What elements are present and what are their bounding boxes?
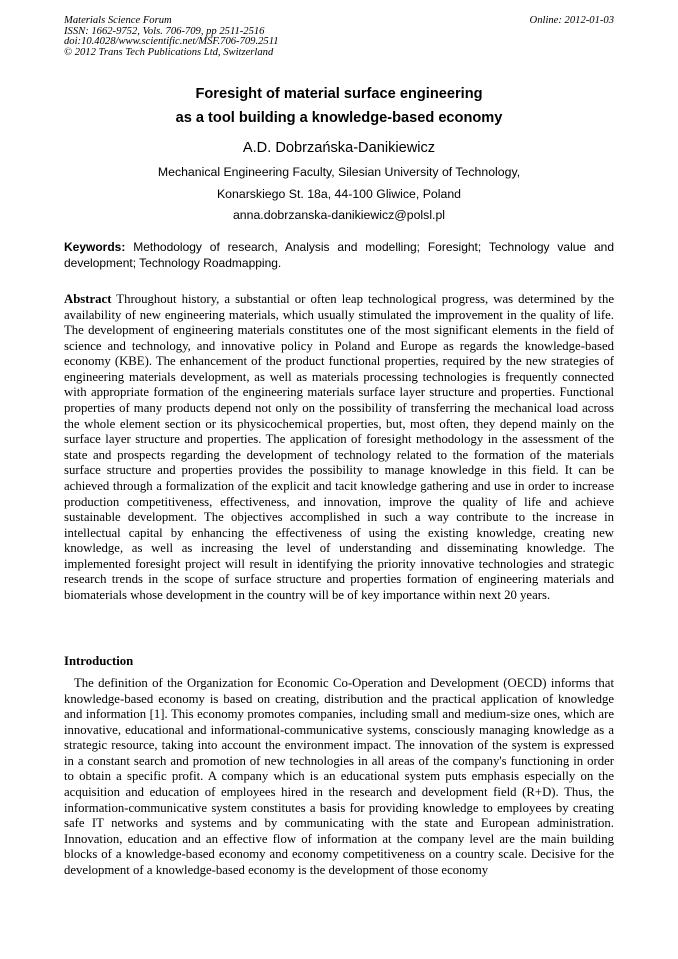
- abstract-text: Throughout history, a substantial or often leap technological progress, was determined by the availability of new engineering materials, which usually stimulated the improvement in the quality of life. The development of engineering materials constitutes one of the most significant elements in the field of science and technology, and innovative policy in Poland and Europe as regards the knowledge-based economy (KBE). The enhancement of the product functional properties, required by the new strategies of engineering materials development, as well as materials processing technologies is frequently connected with appropriate formation of the engineering materials surface layer structure and properties. Functional properties of many products depend not only on the possibility of transferring the mechanical load across the whole element section or its physicochemical properties, but, most often, they depend mainly on the surface layer structure and properties. The application of foresight methodology in the assessment of the state and prospects regarding the development of technology related to the formation of the materials surface structure and properties provides the possibility to manage knowledge in this field. It can be achieved through a formalization of the explicit and tacit knowledge gathering and use in order to increase production competitiveness, effectiveness, and innovation, improve the quality of life and achieve sustainable development. The objectives accomplished in such a way contribute to the increase in intellectual capital by enhancing the effectiveness of using the existing knowledge, creating new knowledge, as well as increasing the level of understanding and disseminating knowledge. The implemented foresight project will result in identifying the priority innovative technologies and strategic research trends in the scope of surface structure and properties formation of engineering materials and biomaterials whose development in the country will be of key importance within next 20 years.: [64, 292, 614, 602]
- doi: doi:10.4028/www.scientific.net/MSF.706-709.2511: [64, 36, 279, 48]
- journal-name: Materials Science Forum: [64, 15, 172, 26]
- paper-title: [64, 82, 614, 130]
- title-line-2: as a tool building a knowledge-based economy: [175, 110, 503, 126]
- affiliation: [64, 162, 614, 227]
- title-line-1: Foresight of material surface engineering: [195, 86, 483, 102]
- affiliation-line-1: Mechanical Engineering Faculty, Silesian University of Technology,: [157, 165, 521, 179]
- keywords: [64, 240, 614, 271]
- introduction-text: The definition of the Organization for Economic Co-Operation and Development (OECD) informs that knowledge-based economy is based on creating, distribution and the practical application of knowledge and information [1]. This economy promotes companies, including small and medium-size ones, which are innovative, educational and informational-communicative systems, consciously managing knowledge as a strategic resource, taking into account the environment impact. The innovation of the system is expressed in a constant search and promotion of new technologies in all areas of the company's functioning in order to obtain a specific profit. A company which is an educational system puts emphasis especially on the acquisition and education of employees hired in the research and development field (R+D). Thus, the information-communicative system constitutes a basis for providing knowledge to employees by creating safe IT networks and systems and by communicating with the state and European administration. Innovation, education and an effective flow of information at the company level are the main building blocks of a knowledge-based economy and economy competitiveness on a country scale. Decisive for the development of a knowledge-based economy is the development of those economy: [64, 676, 614, 877]
- issn: ISSN: 1662-9752, Vols. 706-709, pp 2511-2516: [64, 25, 265, 37]
- abstract: [64, 292, 614, 604]
- introduction-heading: Introduction: [64, 654, 134, 668]
- author: A.D. Dobrzańska-Danikiewicz: [242, 140, 436, 156]
- abstract-label: Abstract: [64, 292, 112, 306]
- keywords-text: Methodology of research, Analysis and modelling; Foresight; Technology value and development; Technology Roadmapping.: [64, 240, 614, 270]
- journal-header: [64, 16, 614, 59]
- keywords-label: Keywords:: [64, 240, 126, 254]
- author-email: anna.dobrzanska-danikiewicz@polsl.pl: [232, 208, 446, 222]
- online-date: Online: 2012-01-03: [529, 15, 614, 26]
- affiliation-line-2: Konarskiego St. 18a, 44-100 Gliwice, Poland: [216, 186, 462, 201]
- copyright: © 2012 Trans Tech Publications Ltd, Switzerland: [64, 47, 274, 59]
